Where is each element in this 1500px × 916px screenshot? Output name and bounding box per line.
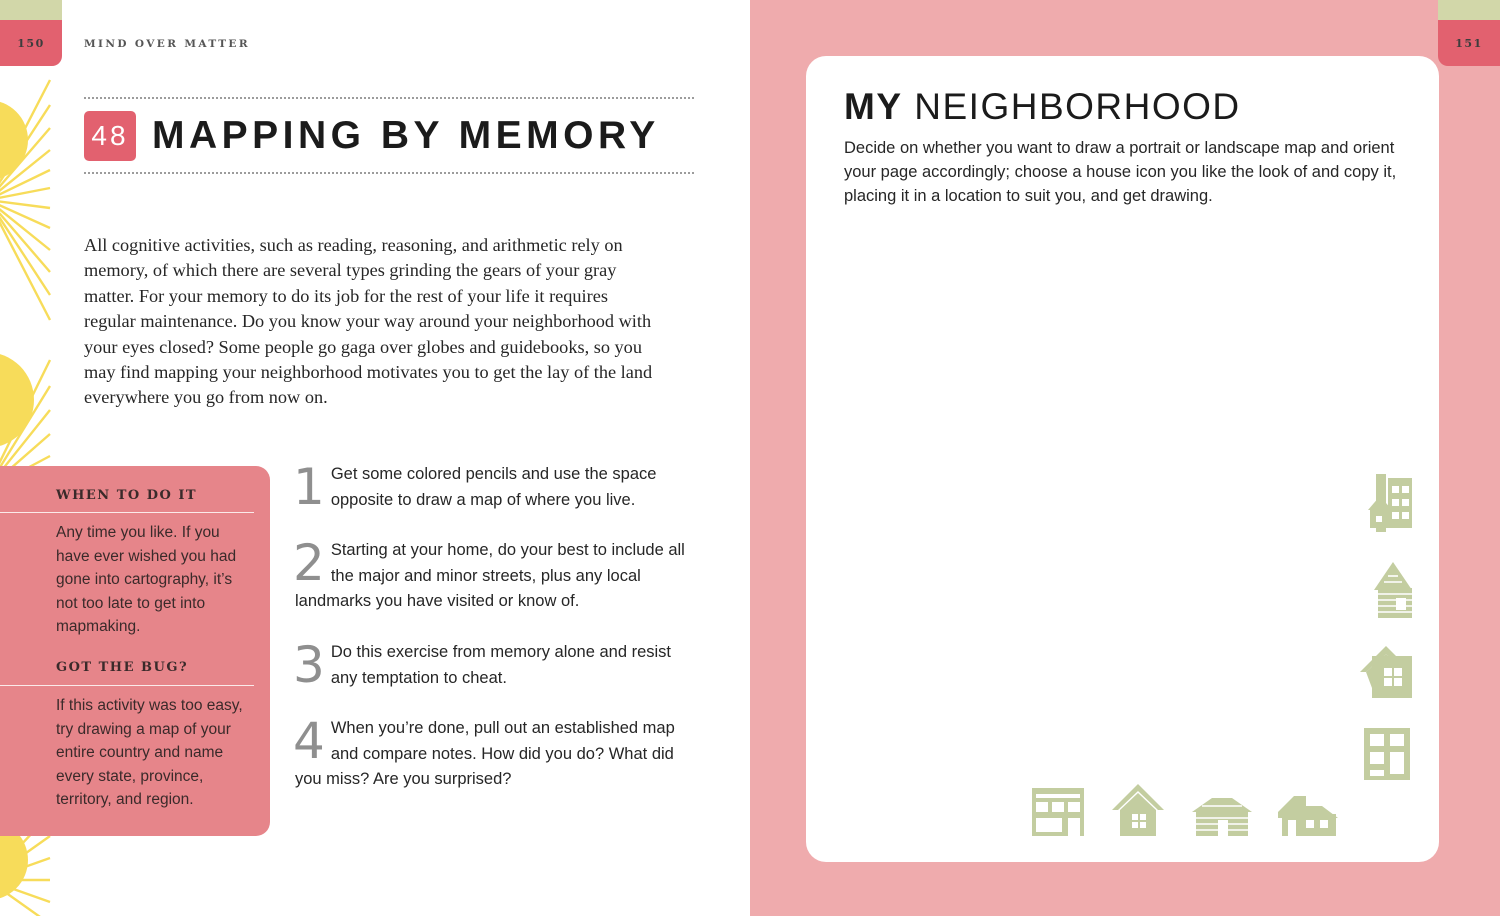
sidebar-divider: [0, 685, 254, 686]
step-1: [293, 458, 695, 516]
clapboard-house-icon: [1372, 558, 1414, 620]
storefront-icon: [1030, 786, 1086, 838]
tab-olive-band: [0, 0, 62, 20]
cottage-icon: [1110, 782, 1166, 838]
right-page-tab: [1438, 0, 1500, 66]
step-number: 2: [293, 534, 325, 592]
step-3: [293, 636, 695, 694]
right-page-number: 151: [1455, 36, 1483, 50]
title-rule-top: [84, 97, 694, 99]
apartment-icon: [1362, 726, 1412, 782]
activity-number-badge: 48: [84, 111, 136, 161]
step-text: Starting at your home, do your best to include all the major and minor streets, plus any local landmarks you have visited or know of.: [295, 541, 685, 610]
step-number: 3: [293, 636, 325, 694]
right-page-number-tab: [1438, 20, 1500, 66]
card-title: [844, 84, 1241, 130]
gable-house-icon: [1358, 642, 1414, 702]
page-title: MAPPING BY MEMORY: [152, 114, 660, 157]
left-page-tab: [0, 0, 62, 66]
bungalow-icon: [1276, 792, 1340, 838]
when-to-do-it-heading: WHEN TO DO IT: [56, 488, 198, 503]
step-text: Do this exercise from memory alone and resist any temptation to cheat.: [330, 643, 672, 687]
sidebar-divider: [0, 512, 254, 513]
step-4: [293, 712, 695, 793]
when-to-do-it-text: Any time you like. If you have ever wished you had gone into cartography, it’s not too late to get into mapmaking.: [56, 524, 237, 635]
ranch-house-icon: [1190, 794, 1254, 838]
step-number: 1: [293, 458, 325, 516]
step-number: 4: [293, 712, 325, 770]
card-instructions: Decide on whether you want to draw a portrait or landscape map and orient your page accordingly; choose a house icon you like the look of and copy it, placing it in a location to suit you, and get drawing.: [844, 139, 1397, 205]
step-text: When you’re done, pull out an established map and compare notes. How did you do? What did you miss? Are you surprised?: [295, 719, 675, 788]
row-house-icon: [1366, 472, 1414, 534]
got-the-bug-text: If this activity was too easy, try drawing a map of your entire country and name every state, province, territory, and region.: [56, 697, 243, 808]
step-text: Get some colored pencils and use the space opposite to draw a map of where you live.: [330, 465, 657, 509]
title-rule-bottom: [84, 172, 694, 174]
got-the-bug-heading: GOT THE BUG?: [56, 660, 189, 675]
card-title-rest: NEIGHBORHOOD: [902, 86, 1241, 127]
step-2: [293, 534, 695, 615]
left-page-number: 150: [17, 36, 45, 50]
tab-olive-band: [1438, 0, 1500, 20]
running-head: MIND OVER MATTER: [84, 38, 250, 50]
card-title-bold: MY: [844, 86, 903, 127]
intro-paragraph: All cognitive activities, such as reading, reasoning, and arithmetic rely on memory, of which there are several types grinding the gears of your gray matter. For your memory to do its job for the rest of your life it requires regular maintenance. Do you know your way around your neighborhood with your eyes closed? Some people go gaga over globes and guidebooks, so you may find mapping your neighborhood motivates you to get the lay of the land everywhere you go from now on.: [84, 235, 653, 408]
sidebar-box: [0, 466, 270, 836]
